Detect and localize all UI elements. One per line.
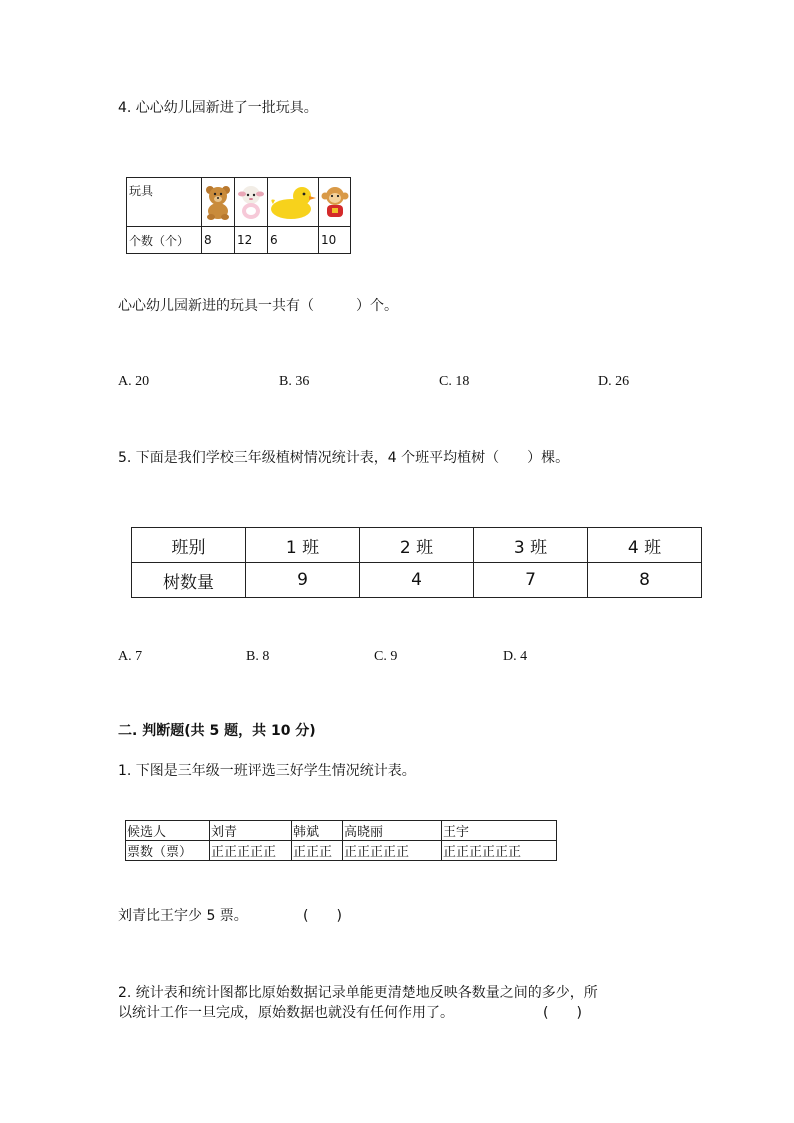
sheep-doll-icon: [237, 184, 265, 220]
vote-header-han-bin: 韩斌: [292, 821, 343, 841]
count-monkey-doll: 10: [319, 227, 351, 254]
vote-header-wang-yu: 王宇: [442, 821, 557, 841]
j2-line-1: 2. 统计表和统计图都比原始数据记录单能更清楚地反映各数量之间的多少，所: [118, 985, 598, 1001]
monkey-doll-icon: [321, 184, 349, 220]
tree-header-3: 3 班: [474, 528, 588, 563]
j2-line-2: 以统计工作一旦完成，原始数据也就没有任何作用了。: [118, 1005, 454, 1021]
tree-count-4: 8: [588, 563, 702, 598]
toy-row-label: 玩具: [127, 178, 202, 227]
tree-header-4: 4 班: [588, 528, 702, 563]
q4-option-d: D. 26: [598, 374, 630, 389]
teddy-bear-icon: [203, 184, 233, 220]
q4-option-a: A. 20: [118, 374, 150, 389]
votes-han-bin: 正正正: [292, 841, 343, 861]
tree-header-class: 班别: [132, 528, 246, 563]
count-sheep-doll: 12: [235, 227, 268, 254]
toy-cell-teddy-bear: [202, 178, 235, 227]
votes-liu-qing: 正正正正正: [210, 841, 292, 861]
toy-cell-monkey-doll: [319, 178, 351, 227]
q5-option-d: D. 4: [503, 649, 528, 664]
q4-title: 4. 心心幼儿园新进了一批玩具。: [118, 100, 318, 116]
tree-header-2: 2 班: [360, 528, 474, 563]
vote-table: [125, 820, 557, 861]
tree-row-label: 树数量: [132, 563, 246, 598]
q4-option-c: C. 18: [439, 374, 470, 389]
q5-title: 5. 下面是我们学校三年级植树情况统计表，4 个班平均植树（ ）棵。: [118, 450, 570, 466]
j2-answer-paren: ( ): [543, 1005, 582, 1021]
tree-count-3: 7: [474, 563, 588, 598]
votes-gao-xiaoli: 正正正正正: [343, 841, 442, 861]
count-rubber-duck: 6: [268, 227, 319, 254]
vote-header-gao-xiaoli: 高晓丽: [343, 821, 442, 841]
toy-cell-sheep-doll: [235, 178, 268, 227]
j1-title: 1. 下图是三年级一班评选三好学生情况统计表。: [118, 763, 416, 779]
toy-cell-rubber-duck: [268, 178, 319, 227]
q5-option-b: B. 8: [246, 649, 270, 664]
tree-count-1: 9: [246, 563, 360, 598]
q5-option-c: C. 9: [374, 649, 398, 664]
toy-table: [126, 177, 351, 254]
vote-row-label: 票数（票）: [126, 841, 210, 861]
q4-option-b: B. 36: [279, 374, 310, 389]
j1-answer-paren: ( ): [303, 908, 342, 924]
q5-option-a: A. 7: [118, 649, 143, 664]
count-teddy-bear: 8: [202, 227, 235, 254]
section-2-title: 二. 判断题(共 5 题，共 10 分): [118, 723, 316, 739]
j1-statement: 刘青比王宇少 5 票。: [118, 908, 248, 924]
tree-table: [131, 527, 702, 598]
tree-header-1: 1 班: [246, 528, 360, 563]
vote-header-liu-qing: 刘青: [210, 821, 292, 841]
tree-count-2: 4: [360, 563, 474, 598]
q4-question: 心心幼儿园新进的玩具一共有（ ）个。: [118, 298, 398, 314]
rubber-duck-icon: [269, 184, 317, 220]
count-row-label: 个数（个）: [127, 227, 202, 254]
vote-header-candidate: 候选人: [126, 821, 210, 841]
votes-wang-yu: 正正正正正正: [442, 841, 557, 861]
